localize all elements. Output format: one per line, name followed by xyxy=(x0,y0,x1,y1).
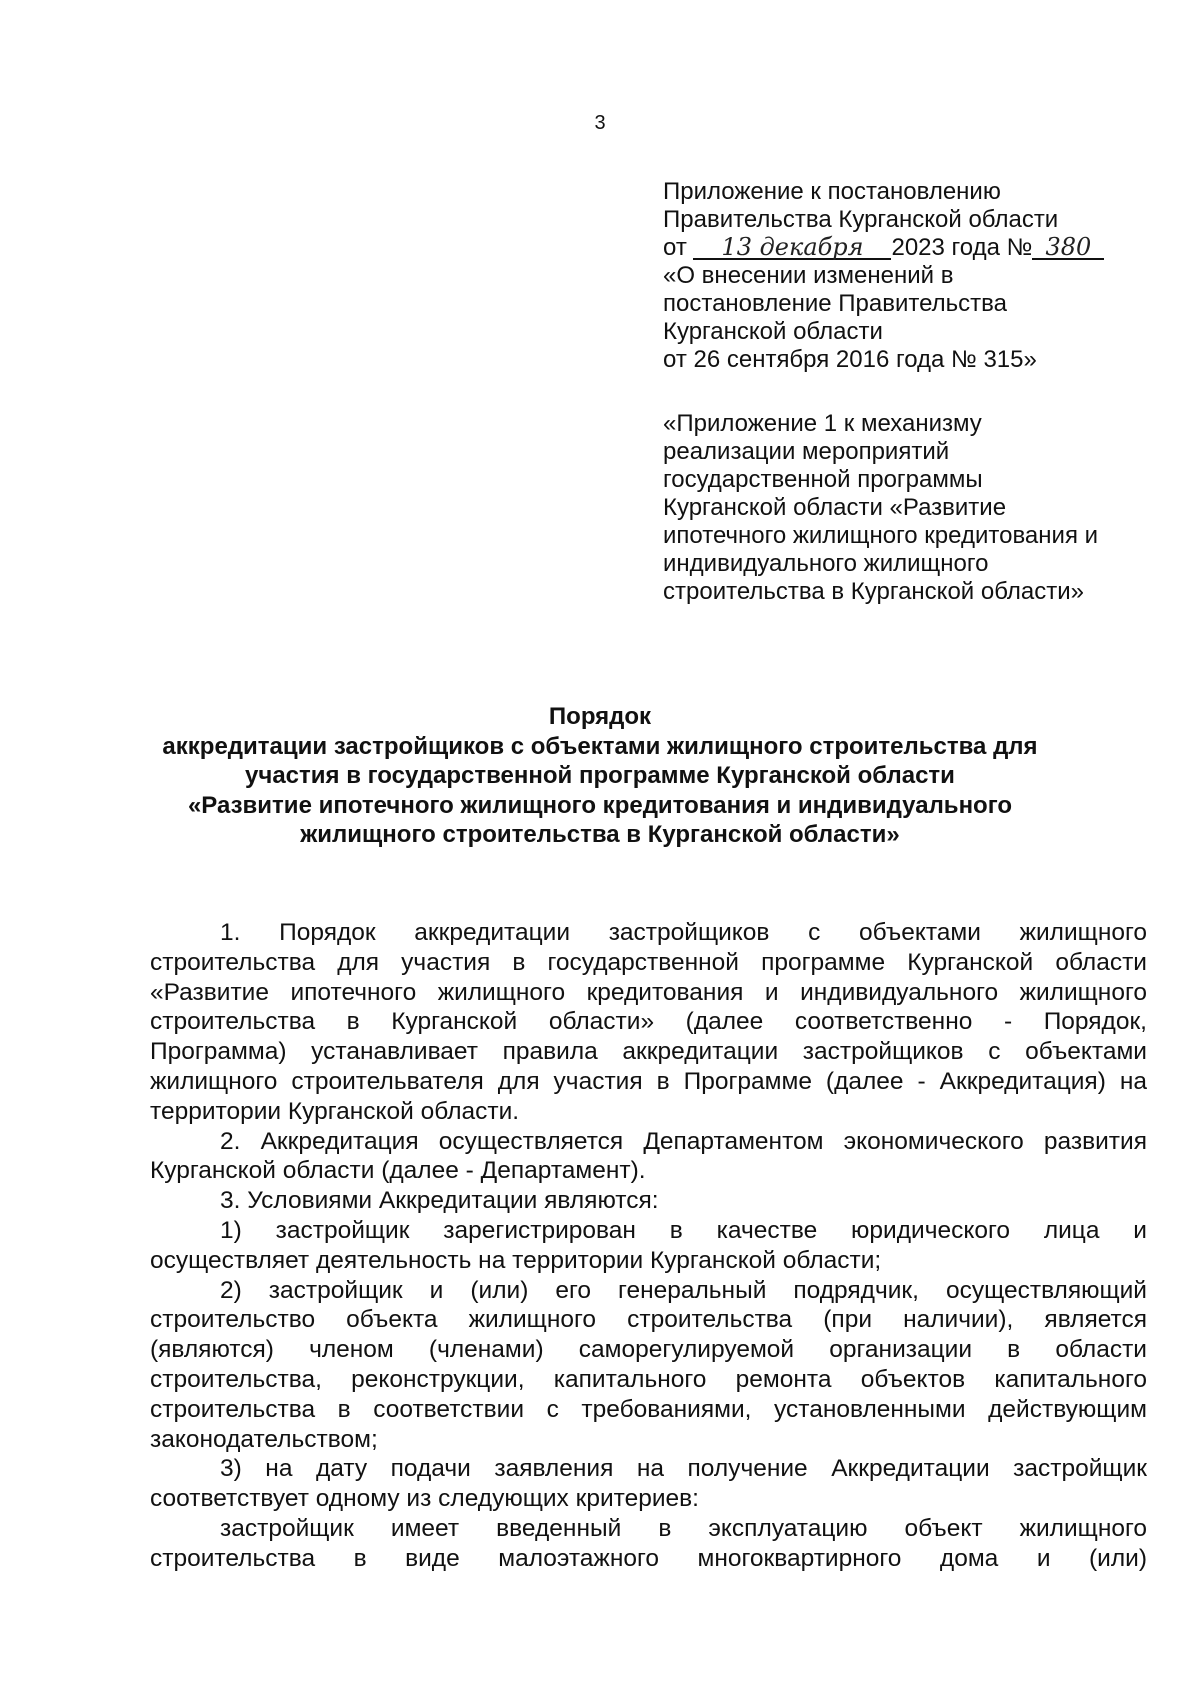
appendix-line: строительства в Курганской области» xyxy=(663,578,1084,605)
body-line: строительства в виде малоэтажного многоквартирного дома и (или) xyxy=(150,1544,1147,1572)
body-line: 2. Аккредитация осуществляется Департаментом экономического развития xyxy=(220,1127,1147,1155)
body-line: жилищного строительвателя для участия в Программе (далее - Аккредитация) на xyxy=(150,1067,1147,1095)
annex-line-4: «О внесении изменений в xyxy=(663,262,954,289)
annex-appendix-block xyxy=(663,410,1163,606)
body-line: застройщик имеет введенный в эксплуатацию объект жилищного xyxy=(220,1514,1147,1542)
title-line: участия в государственной программе Курганской области xyxy=(245,762,955,789)
appendix-line: «Приложение 1 к механизму xyxy=(663,410,982,437)
document-title xyxy=(150,702,1050,850)
appendix-line: индивидуального жилищного xyxy=(663,550,989,577)
annex-year-text: 2023 года № xyxy=(891,234,1033,261)
title-line: аккредитации застройщиков с объектами жилищного строительства для xyxy=(162,732,1038,760)
annex-line-2: Правительства Курганской области xyxy=(663,206,1059,233)
body-line: соответствует одному из следующих критериев: xyxy=(150,1485,699,1513)
body-line: осуществляет деятельность на территории Курганской области; xyxy=(150,1246,882,1274)
body-line: строительства для участия в государственной программе Курганской области xyxy=(150,948,1147,976)
annex-line-1: Приложение к постановлению xyxy=(663,178,1001,205)
body-line: 1) застройщик зарегистрирован в качестве юридического лица и xyxy=(220,1216,1147,1244)
body-line: строительства в соответствии с требованиями, установленными действующим xyxy=(150,1395,1147,1423)
title-line: Порядок xyxy=(548,703,652,730)
body-line: 3. Условиями Аккредитации являются: xyxy=(220,1187,659,1215)
appendix-line: реализации мероприятий xyxy=(663,438,950,465)
body-line: территории Курганской области. xyxy=(150,1097,520,1125)
body-line: 1. Порядок аккредитации застройщиков с объектами жилищного xyxy=(220,919,1147,946)
body-line: «Развитие ипотечного жилищного кредитования и индивидуального жилищного xyxy=(150,978,1147,1006)
annex-line-5: постановление Правительства xyxy=(663,290,1007,317)
appendix-line: ипотечного жилищного кредитования и xyxy=(663,522,1099,549)
annex-date-prefix: от xyxy=(663,234,687,261)
body-line: (являются) членом (членами) саморегулируемой организации в области xyxy=(150,1336,1147,1364)
body-line: Программа) устанавливает правила аккредитации застройщиков с объектами xyxy=(150,1038,1147,1066)
body-line: 2) застройщик и (или) его генеральный подрядчик, осуществляющий xyxy=(220,1276,1147,1304)
annex-date-line xyxy=(663,234,1163,262)
body-line: строительство объекта жилищного строительства (при наличии), является xyxy=(150,1306,1147,1334)
body-line: Курганской области (далее - Департамент). xyxy=(150,1157,646,1185)
title-line: «Развитие ипотечного жилищного кредитования и индивидуального xyxy=(187,791,1013,819)
title-line: жилищного строительства в Курганской области» xyxy=(300,821,900,848)
document-body xyxy=(150,918,1147,1574)
body-line: законодательством; xyxy=(150,1425,378,1453)
appendix-line: Курганской области «Развитие xyxy=(663,494,1007,521)
body-line: строительства в Курганской области» (далее соответственно - Порядок, xyxy=(150,1008,1147,1036)
body-line: строительства, реконструкции, капитального ремонта объектов капитального xyxy=(150,1365,1147,1393)
annex-header xyxy=(663,178,1163,374)
handwritten-number: 380 xyxy=(1032,236,1104,260)
handwritten-date: 13 декабря xyxy=(693,236,891,260)
body-line: 3) на дату подачи заявления на получение Аккредитации застройщик xyxy=(220,1455,1147,1483)
appendix-line: государственной программы xyxy=(663,466,983,493)
annex-line-7: от 26 сентября 2016 года № 315» xyxy=(663,346,1037,373)
page-number: 3 xyxy=(594,112,606,134)
annex-line-6: Курганской области xyxy=(663,318,883,345)
